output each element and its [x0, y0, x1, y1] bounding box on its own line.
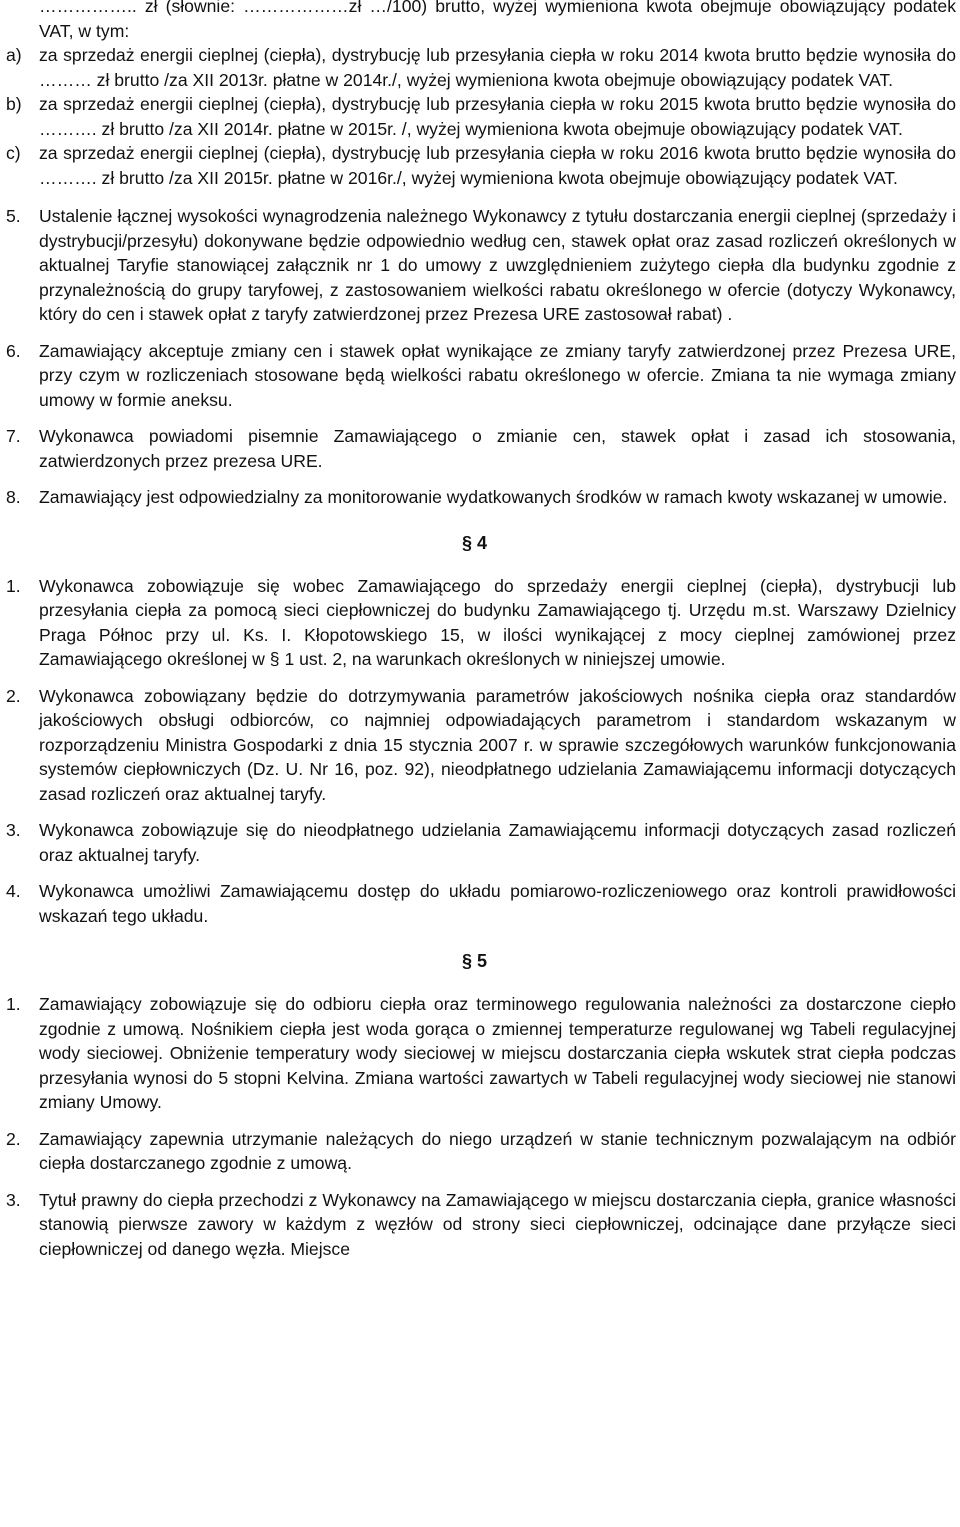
item-marker: 2.	[6, 1128, 21, 1149]
item-marker: 3.	[6, 1189, 21, 1210]
item-marker: 5.	[6, 206, 21, 226]
list-item	[0, 992, 960, 1115]
item-text: za sprzedaż energii cieplnej (ciepła), dystrybucję lub przesyłania ciepła w roku 2016 kwota brutto będzie wynosiła do ………. zł brutto /za XII 2015r. płatne w 2016r./, wyżej wymieniona kwota obejmuje obowiązujący podatek VAT.	[39, 143, 956, 188]
item-text: Zamawiający zobowiązuje się do odbioru ciepła oraz terminowego regulowania należności za dostarczone ciepło zgodnie z umową. Nośnikiem ciepła jest woda gorąca o zmiennej temperaturze regulowanej wg Tabeli regulacyjnej wody sieciowej. Obniżenie temperatury wody sieciowej w miejscu dostarczania ciepła wskutek strat ciepła podczas przesyłania wynosi do 5 stopni Kelvina. Zmiana wartości zawartych w Tabeli regulacyjnej wody sieciowej nie stanowi zmiany Umowy.	[39, 994, 956, 1112]
item-text: Wykonawca zobowiązany będzie do dotrzymywania parametrów jakościowych nośnika ciepła oraz standardów jakościowych obsługi odbiorców, co najmniej odpowiadających parametrom i standardom wskazanym w rozporządzeniu Ministra Gospodarki z dnia 15 stycznia 2007 r. w sprawie szczegółowych warunków funkcjonowania systemów ciepłowniczych (Dz. U. Nr 16, poz. 92), nieodpłatnego udzielania Zamawiającemu informacji dotyczących zasad rozliczeń oraz aktualnej taryfy.	[39, 685, 956, 804]
list-item	[0, 1188, 960, 1262]
item-marker: c)	[6, 143, 21, 163]
list-item	[0, 879, 960, 928]
list-item	[0, 339, 960, 413]
item-text: Ustalenie łącznej wysokości wynagrodzenia należnego Wykonawcy z tytułu dostarczania energii cieplnej (sprzedaży i dystrybucji/przesyłu) dokonywane będzie odpowiednio według cen, stawek opłat oraz zasad rozliczeń określonych w aktualnej Taryfie stanowiącej załącznik nr 1 do umowy z uwzględnieniem zużytego ciepła dla budynku zgodnie z przynależnością do grupy taryfowej, z zastosowaniem wielkości rabatu określonego w ofercie (dotyczy Wykonawcy, który do cen i stawek opłat z taryfy zatwierdzonej przez Prezesa URE zastosował rabat) .	[39, 206, 956, 324]
item-text: Wykonawca zobowiązuje się wobec Zamawiającego do sprzedaży energii cieplnej (ciepła), dystrybucji lub przesyłania ciepła za pomocą sieci ciepłowniczej do budynku Zamawiającego tj. Urzędu m.st. Warszawy Dzielnicy Praga Północ przy ul. Ks. I. Kłopotowskiego 15, w ilości wynikającej z mocy cieplnej zamówionej przez Zamawiającego określonej w § 1 ust. 2, na warunkach określonych w niniejszej umowie.	[39, 575, 956, 669]
item-text: Zamawiający akceptuje zmiany cen i stawek opłat wynikające ze zmiany taryfy zatwierdzonej przez Prezesa URE, przy czym w rozliczeniach stosowane będą wielkości rabatu określonego w ofercie. Zmiana ta nie wymaga zmiany umowy w formie aneksu.	[39, 340, 956, 410]
list-item	[0, 92, 960, 141]
list-item	[0, 574, 960, 672]
item-marker: 2.	[6, 685, 21, 706]
section-heading: § 5	[462, 951, 488, 971]
list-item	[0, 1127, 960, 1176]
points-list-continued	[0, 204, 960, 510]
item-marker: 1.	[6, 575, 21, 596]
section-heading: § 4	[462, 532, 488, 553]
item-marker: 3.	[6, 820, 21, 840]
item-marker: a)	[6, 45, 22, 65]
item-text: za sprzedaż energii cieplnej (ciepła), dystrybucję lub przesyłania ciepła w roku 2015 kwota brutto będzie wynosiła do ………. zł brutto /za XII 2014r. płatne w 2015r. /, wyżej wymieniona kwota obejmuje obowiązujący podatek VAT.	[39, 94, 956, 139]
item-marker: 6.	[6, 340, 21, 361]
list-item	[0, 424, 960, 473]
list-item	[0, 141, 960, 190]
item-text: Tytuł prawny do ciepła przechodzi z Wykonawcy na Zamawiającego w miejscu dostarczania ciepła, granice własności stanowią pierwsze zawory w każdym z węzłów od strony sieci ciepłowniczej, odcinające dane przyłącze sieci ciepłowniczej od danego węzła. Miejsce	[39, 1189, 956, 1259]
item-text: Wykonawca umożliwi Zamawiającemu dostęp do układu pomiarowo-rozliczeniowego oraz kontroli prawidłowości wskazań tego układu.	[39, 881, 956, 926]
item-marker: 1.	[6, 994, 21, 1014]
item-text: Zamawiający jest odpowiedzialny za monitorowanie wydatkowanych środków w ramach kwoty wskazanej w umowie.	[39, 487, 948, 507]
item-marker: b)	[6, 94, 22, 114]
item-text: za sprzedaż energii cieplnej (ciepła), dystrybucję lub przesyłania ciepła w roku 2014 kwota brutto będzie wynosiła do ……… zł brutto /za XII 2013r. płatne w 2014r./, wyżej wymieniona kwota obejmuje obowiązujący podatek VAT.	[39, 45, 956, 90]
intro-amount-line: …………….. zł (słownie: ………………zł …/100) brutto, wyżej wymieniona kwota obejmuje obowiązujący podatek VAT, w tym:	[39, 0, 956, 41]
list-item	[0, 204, 960, 327]
intro-items-list	[0, 43, 960, 190]
item-text: Wykonawca powiadomi pisemnie Zamawiającego o zmianie cen, stawek opłat i zasad ich stosowania, zatwierdzonych przez prezesa URE.	[39, 426, 956, 471]
item-marker: 7.	[6, 426, 21, 446]
section-5-points	[0, 992, 960, 1261]
item-marker: 8.	[6, 487, 21, 507]
item-text: Zamawiający zapewnia utrzymanie należących do niego urządzeń w stanie technicznym pozwalającym na odbiór ciepła dostarczanego zgodnie z umową.	[39, 1128, 956, 1173]
list-item	[0, 818, 960, 867]
item-marker: 4.	[6, 881, 21, 901]
item-text: Wykonawca zobowiązuje się do nieodpłatnego udzielania Zamawiającemu informacji dotyczących zasad rozliczeń oraz aktualnej taryfy.	[39, 820, 956, 865]
list-item	[0, 43, 960, 92]
list-item	[0, 684, 960, 807]
list-item	[0, 485, 960, 510]
section-4-points	[0, 574, 960, 929]
